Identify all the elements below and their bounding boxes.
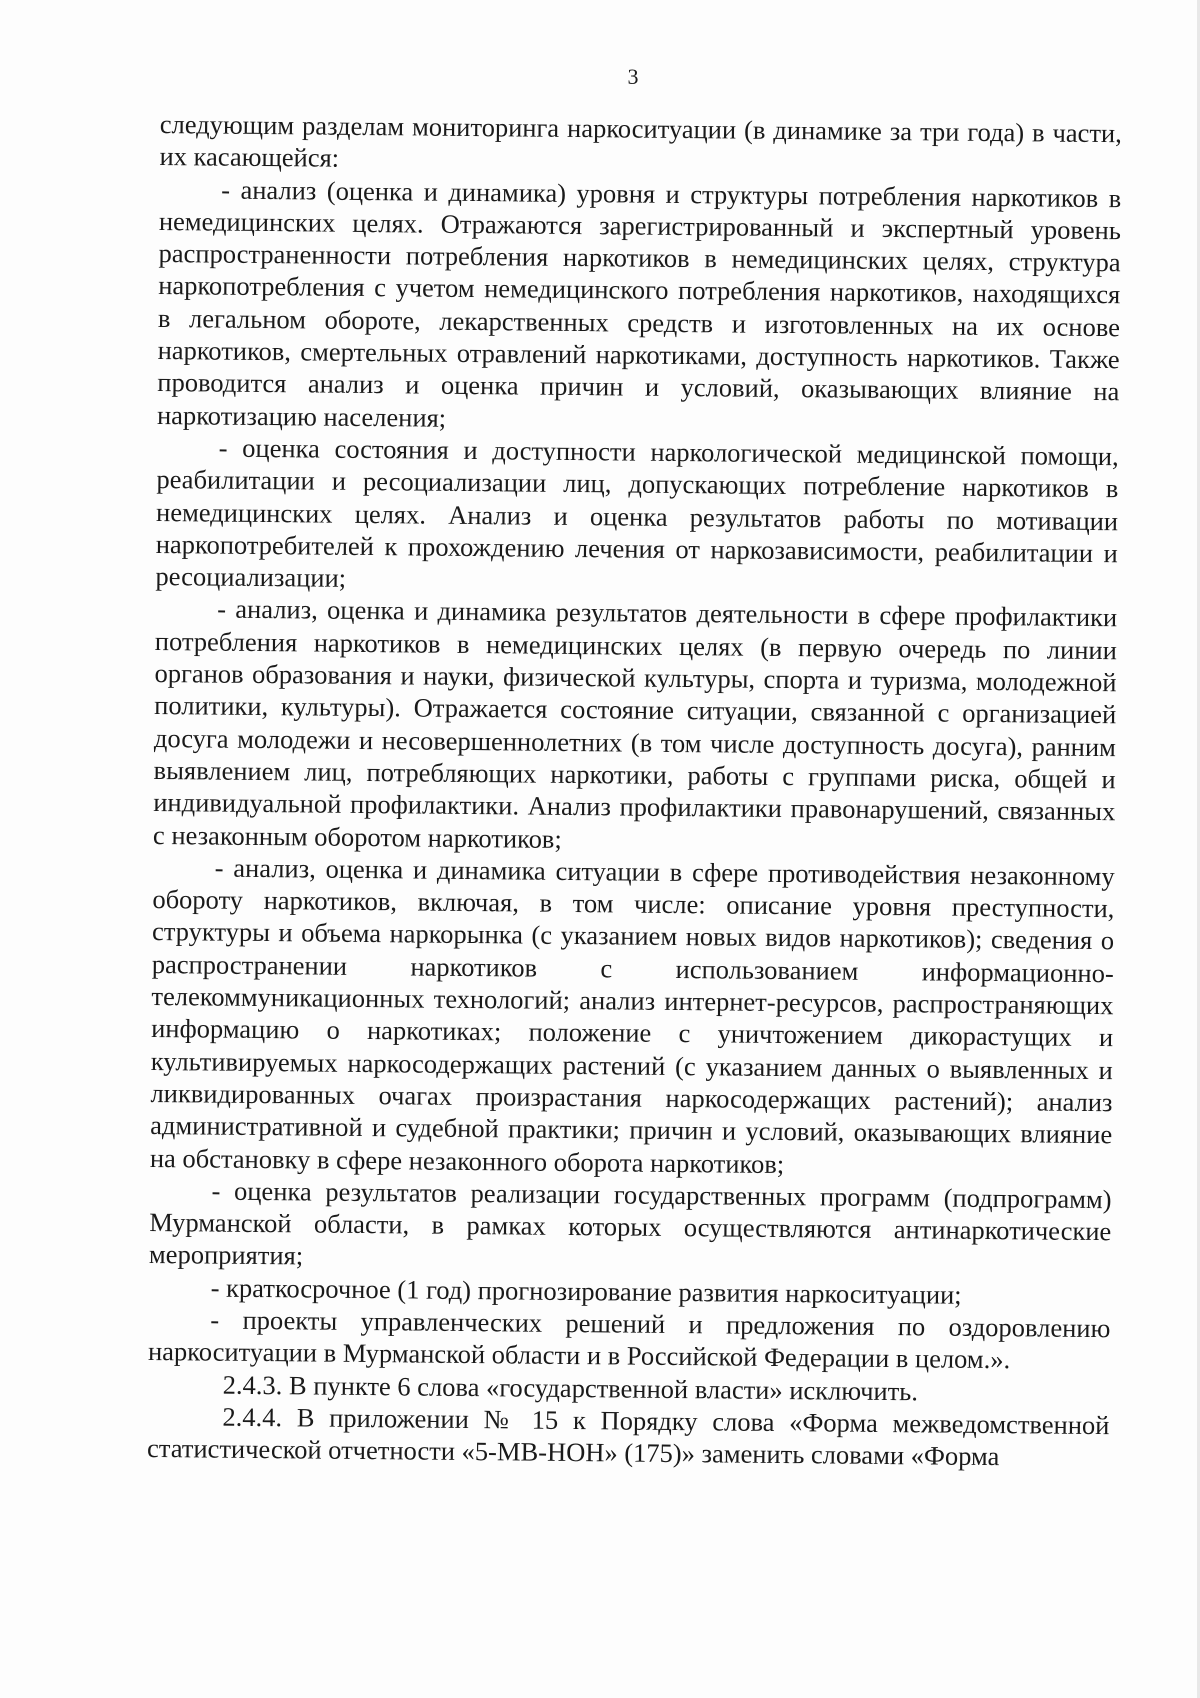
- page-number: 3: [627, 64, 639, 89]
- paragraph-state-programs: - оценка результатов реализации государственных программ (подпрограмм) Мурманской области, в рамках которых осуществляются антинаркотические мероприятия;: [148, 1175, 1112, 1271]
- paragraph-2-4-3: 2.4.3. В пункте 6 слова «государственной власти» исключить.: [222, 1369, 919, 1406]
- paragraph-medical-assistance: - оценка состояния и доступности наркологической медицинской помощи, реабилитации и ресоциализации лиц, допускающих потребление наркотиков в немедицинских целях. Анализ и оценка результатов работы по мотивации наркопотребителей к прохождению лечения от наркозависимости, реабилитации и ресоциализации;: [155, 432, 1119, 593]
- paragraph-analysis-consumption: - анализ (оценка и динамика) уровня и структуры потребления наркотиков в немедицинских целях. Отражаются зарегистрированный и экспертный уровень распространенности потребления наркотиков в немедицинских целях, структура наркопотребления с учетом немедицинского потребления наркотиков, находящихся в легальном обороте, лекарственных средств и изготовленных на их основе наркотиков, смертельных отравлений наркотиками, доступность наркотиков. Также проводится анализ и оценка причин и условий, оказывающих влияние на наркотизацию населения;: [156, 174, 1122, 433]
- paragraph-management-proposals: - проекты управленческих решений и предложения по оздоровлению наркоситуации в Мурманской области и в Российской Федерации в целом.».: [147, 1304, 1111, 1375]
- paragraph-forecast: - краткосрочное (1 год) прогнозирование развития наркоситуации;: [210, 1272, 962, 1310]
- paragraph-intro: следующим разделам мониторинга наркоситуации (в динамике за три года) в части, их касающейся:: [159, 108, 1122, 174]
- paragraph-prevention: - анализ, оценка и динамика результатов деятельности в сфере профилактики потребления наркотиков в немедицинских целях (в первую очередь по линии органов образования и науки, физической культуры, спорта и туризма, молодежной политики, культуры). Отражается состояние ситуации, связанной с организацией досуга молодежи и несовершеннолетних (в том числе доступность досуга), ранним выявлением лиц, потребляющих наркотики, работы с группами риска, общей и индивидуальной профилактики. Анализ профилактики правонарушений, связанных с незаконным оборотом наркотиков;: [152, 594, 1118, 854]
- paragraph-illegal-trafficking: - анализ, оценка и динамика ситуации в сфере противодействия незаконному обороту наркотиков, включая, в том числе: описание уровня преступности, структуры и объема наркорынка (с указанием новых видов наркотиков); сведения о распространении наркотиков с использованием информационно-телекоммуникационных технологий; анализ интернет-ресурсов, распространяющих информацию о наркотиках; положение с уничтожением дикорастущих и культивируемых наркосодержащих растений (с указанием данных о выявленных и ликвидированных очагах произрастания наркосодержащих растений); анализ административной и судебной практики; причин и условий, оказывающих влияние на обстановку в сфере незаконного оборота наркотиков;: [149, 852, 1115, 1179]
- document-body: [147, 108, 1122, 1474]
- paragraph-2-4-4: 2.4.4. В приложении № 15 к Порядку слова «Форма межведомственной статистической отчетности «5-МВ-НОН» (175)» заменить словами «Форма: [146, 1401, 1110, 1472]
